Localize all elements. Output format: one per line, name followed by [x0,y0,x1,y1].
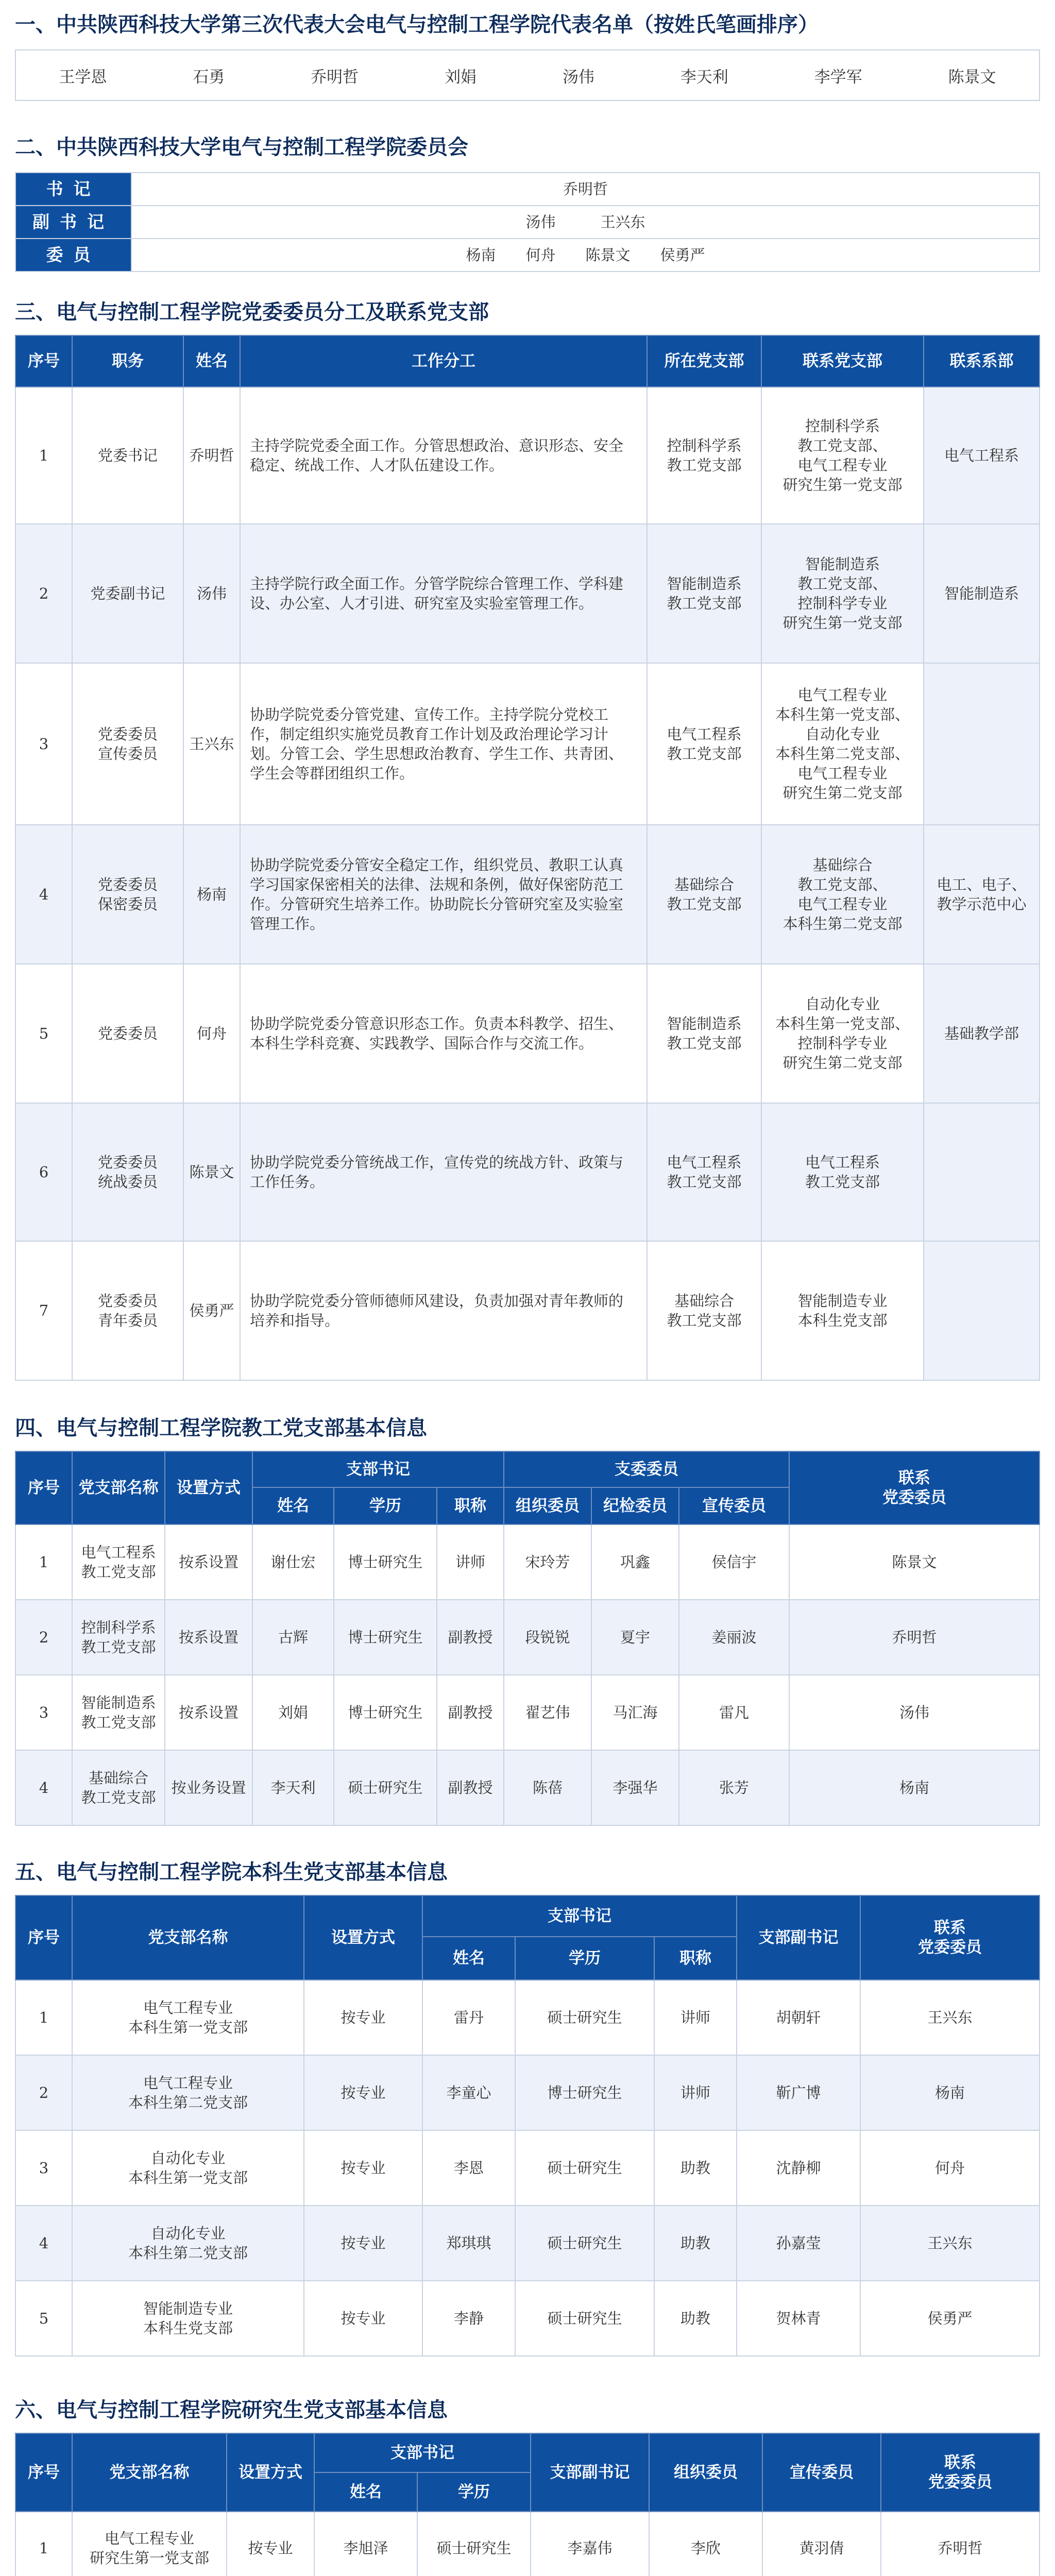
representative-name: 李学军 [814,67,862,87]
own-branch: 控制科学系 教工党支部 [647,387,761,524]
committee-names: 汤伟 王兴东 [131,206,1040,239]
row-no: 1 [15,387,72,524]
faculty-branch-table [15,1451,1040,1826]
representative-name: 石勇 [193,67,225,87]
s6-h-secretary: 支部书记 [314,2433,531,2472]
contact-branch: 智能制造系 教工党支部、 控制科学专业 研究生第一党支部 [761,524,924,663]
division-row [15,1103,1040,1241]
own-branch: 基础综合 教工党支部 [647,825,761,964]
cell-rank: 助教 [654,2281,737,2356]
cell-name: 雷丹 [422,1980,515,2055]
s3-header-cell: 工作分工 [240,335,647,387]
contact-dept: 电气工程系 [924,387,1040,524]
cell-rank: 副教授 [437,1600,504,1675]
cell-prop: 雷凡 [679,1675,789,1750]
cell-disc: 夏宇 [591,1600,679,1675]
contact-dept: 智能制造系 [924,524,1040,663]
cell-edu: 硕士研究生 [515,1980,654,2055]
s5-h-name: 姓名 [422,1937,515,1980]
cell-name: 古辉 [252,1600,334,1675]
cell-edu: 硕士研究生 [334,1750,437,1825]
division-row [15,663,1040,825]
cell-contact: 王兴东 [860,2206,1040,2281]
s6-h-deputy: 支部副书记 [531,2433,649,2512]
committee-row [15,173,1040,206]
s5-h-mode: 设置方式 [304,1895,422,1980]
undergrad-branch-row [15,1980,1040,2055]
committee-role: 委员 [15,239,131,272]
cell-disc: 李强华 [591,1750,679,1825]
cell-edu: 硕士研究生 [515,2281,654,2356]
cell-mode: 按专业 [227,2512,314,2576]
s5-h-no: 序号 [15,1895,72,1980]
cell-prop: 侯信宇 [679,1524,789,1600]
cell-mode: 按业务设置 [165,1750,252,1825]
graduate-branch-table [15,2433,1040,2576]
representative-name: 汤伟 [562,67,594,87]
s5-h-branch: 党支部名称 [72,1895,304,1980]
s6-h-mode: 设置方式 [227,2433,314,2512]
committee-division-table [15,335,1040,1381]
cell-prop: 姜丽波 [679,1600,789,1675]
contact-branch: 自动化专业 本科生第一党支部、 控制科学专业 研究生第二党支部 [761,964,924,1103]
cell-org: 翟艺伟 [504,1675,591,1750]
division-row [15,387,1040,524]
s4-h-edu: 学历 [334,1487,437,1524]
s6-h-contact: 联系 党委委员 [881,2433,1040,2512]
cell-deputy: 孙嘉莹 [737,2206,860,2281]
section-5-title: 五、电气与控制工程学院本科生党支部基本信息 [15,1860,448,1884]
work-duties: 协助学院党委分管意识形态工作。负责本科教学、招生、本科生学科竞赛、实践教学、国际合作与交流工作。 [240,964,647,1103]
own-branch: 基础综合 教工党支部 [647,1241,761,1380]
s4-h-rank: 职称 [437,1487,504,1524]
committee-row [15,206,1040,239]
undergrad-branch-table [15,1895,1040,2357]
cell-edu: 硕士研究生 [417,2512,531,2576]
cell-prop: 张芳 [679,1750,789,1825]
s4-h-name: 姓名 [252,1487,334,1524]
s4-h-no: 序号 [15,1451,72,1524]
s6-h-branch: 党支部名称 [72,2433,227,2512]
s3-header-cell: 联系系部 [924,335,1040,387]
cell-name: 李童心 [422,2055,515,2130]
contact-dept [924,1241,1040,1380]
cell-name: 李静 [422,2281,515,2356]
post: 党委委员 统战委员 [72,1103,183,1241]
cell-branch: 电气工程专业 本科生第一党支部 [72,1980,304,2055]
cell-no: 2 [15,1600,72,1675]
post: 党委书记 [72,387,183,524]
cell-edu: 博士研究生 [334,1675,437,1750]
undergrad-branch-row [15,2130,1040,2206]
cell-rank: 副教授 [437,1750,504,1825]
s6-h-org: 组织委员 [649,2433,762,2512]
cell-contact: 王兴东 [860,1980,1040,2055]
work-duties: 协助学院党委分管党建、宣传工作。主持学院分党校工作，制定组织实施党员教育工作计划及政治理论学习计划。分管工会、学生思想政治教育、学生工作、共青团、学生会等群团组织工作。 [240,663,647,825]
s4-h-committee: 支委委员 [504,1451,789,1487]
undergrad-branch-row [15,2281,1040,2356]
cell-name: 谢仕宏 [252,1524,334,1600]
s4-h-org: 组织委员 [504,1487,591,1524]
s4-h-prop: 宣传委员 [679,1487,789,1524]
cell-edu: 硕士研究生 [515,2206,654,2281]
post: 党委委员 青年委员 [72,1241,183,1380]
cell-no: 1 [15,1524,72,1600]
division-row [15,524,1040,663]
cell-name: 李天利 [252,1750,334,1825]
work-duties: 主持学院党委全面工作。分管思想政治、意识形态、安全稳定、统战工作、人才队伍建设工作。 [240,387,647,524]
cell-branch: 智能制造专业 本科生党支部 [72,2281,304,2356]
row-no: 2 [15,524,72,663]
document [15,0,1040,2576]
cell-deputy: 胡朝轩 [737,1980,860,2055]
s3-header-cell: 姓名 [183,335,240,387]
cell-edu: 博士研究生 [334,1600,437,1675]
s6-h-edu: 学历 [417,2472,531,2512]
person-name: 王兴东 [183,663,240,825]
cell-no: 5 [15,2281,72,2356]
division-row [15,825,1040,964]
representative-name: 李天利 [680,67,728,87]
row-no: 6 [15,1103,72,1241]
row-no: 4 [15,825,72,964]
own-branch: 智能制造系 教工党支部 [647,524,761,663]
cell-rank: 副教授 [437,1675,504,1750]
cell-contact: 侯勇严 [860,2281,1040,2356]
cell-deputy: 靳广博 [737,2055,860,2130]
cell-no: 2 [15,2055,72,2130]
own-branch: 电气工程系 教工党支部 [647,663,761,825]
work-duties: 协助学院党委分管师德师风建设，负责加强对青年教师的培养和指导。 [240,1241,647,1380]
cell-edu: 博士研究生 [515,2055,654,2130]
post: 党委委员 宣传委员 [72,663,183,825]
cell-branch: 电气工程系 教工党支部 [72,1524,165,1600]
contact-dept: 基础教学部 [924,964,1040,1103]
graduate-branch-row [15,2512,1040,2576]
cell-org: 宋玲芳 [504,1524,591,1600]
cell-contact: 杨南 [789,1750,1040,1825]
cell-contact: 陈景文 [789,1524,1040,1600]
cell-rank: 讲师 [654,2055,737,2130]
cell-no: 1 [15,2512,72,2576]
row-no: 5 [15,964,72,1103]
work-duties: 协助学院党委分管安全稳定工作，组织党员、教职工认真学习国家保密相关的法律、法规和条例，做好保密防范工作。分管研究生培养工作。协助院长分管研究室及实验室管理工作。 [240,825,647,964]
cell-branch: 智能制造系 教工党支部 [72,1675,165,1750]
contact-branch: 控制科学系 教工党支部、 电气工程专业 研究生第一党支部 [761,387,924,524]
faculty-branch-row [15,1675,1040,1750]
post: 党委委员 保密委员 [72,825,183,964]
representatives-list [15,49,1040,101]
s5-h-contact: 联系 党委委员 [860,1895,1040,1980]
post: 党委副书记 [72,524,183,663]
cell-mode: 按系设置 [165,1600,252,1675]
cell-name: 李旭泽 [314,2512,417,2576]
cell-mode: 按专业 [304,2055,422,2130]
s6-h-prop: 宣传委员 [762,2433,881,2512]
row-no: 7 [15,1241,72,1380]
own-branch: 电气工程系 教工党支部 [647,1103,761,1241]
post: 党委委员 [72,964,183,1103]
section-2-title: 二、中共陕西科技大学电气与控制工程学院委员会 [15,135,468,159]
cell-rank: 助教 [654,2130,737,2206]
cell-name: 郑琪琪 [422,2206,515,2281]
faculty-branch-row [15,1600,1040,1675]
s5-h-secretary: 支部书记 [422,1895,737,1937]
contact-branch: 电气工程系 教工党支部 [761,1103,924,1241]
person-name: 汤伟 [183,524,240,663]
person-name: 杨南 [183,825,240,964]
cell-branch: 基础综合 教工党支部 [72,1750,165,1825]
s6-h-name: 姓名 [314,2472,417,2512]
cell-org: 陈蓓 [504,1750,591,1825]
committee-names: 乔明哲 [131,173,1040,206]
cell-no: 3 [15,1675,72,1750]
committee-role: 书记 [15,173,131,206]
cell-branch: 自动化专业 本科生第一党支部 [72,2130,304,2206]
committee-names: 杨南 何舟 陈景文 侯勇严 [131,239,1040,272]
cell-mode: 按专业 [304,2206,422,2281]
cell-branch: 电气工程专业 研究生第一党支部 [72,2512,227,2576]
cell-mode: 按系设置 [165,1524,252,1600]
work-duties: 主持学院行政全面工作。分管学院综合管理工作、学科建设、办公室、人才引进、研究室及实验室管理工作。 [240,524,647,663]
person-name: 乔明哲 [183,387,240,524]
s5-h-edu: 学历 [515,1937,654,1980]
faculty-branch-row [15,1524,1040,1600]
committee-row [15,239,1040,272]
cell-deputy: 李嘉伟 [531,2512,649,2576]
division-row [15,1241,1040,1380]
cell-branch: 控制科学系 教工党支部 [72,1600,165,1675]
cell-prop: 黄羽倩 [762,2512,881,2576]
s5-h-deputy: 支部副书记 [737,1895,860,1980]
committee-role: 副书记 [15,206,131,239]
cell-contact: 乔明哲 [789,1600,1040,1675]
representative-name: 刘娟 [445,67,477,87]
cell-no: 3 [15,2130,72,2206]
cell-org: 李欣 [649,2512,762,2576]
cell-contact: 杨南 [860,2055,1040,2130]
s4-h-disc: 纪检委员 [591,1487,679,1524]
work-duties: 协助学院党委分管统战工作，宣传党的统战方针、政策与工作任务。 [240,1103,647,1241]
cell-rank: 助教 [654,2206,737,2281]
contact-dept: 电工、电子、 教学示范中心 [924,825,1040,964]
cell-mode: 按专业 [304,1980,422,2055]
representative-name: 乔明哲 [311,67,359,87]
cell-disc: 马汇海 [591,1675,679,1750]
s3-header-cell: 联系党支部 [761,335,924,387]
cell-no: 4 [15,1750,72,1825]
s4-h-mode: 设置方式 [165,1451,252,1524]
cell-rank: 讲师 [437,1524,504,1600]
cell-contact: 何舟 [860,2130,1040,2206]
s4-h-branch: 党支部名称 [72,1451,165,1524]
person-name: 侯勇严 [183,1241,240,1380]
person-name: 何舟 [183,964,240,1103]
contact-branch: 基础综合 教工党支部、 电气工程专业 本科生第二党支部 [761,825,924,964]
section-4-title: 四、电气与控制工程学院教工党支部基本信息 [15,1416,427,1440]
cell-name: 刘娟 [252,1675,334,1750]
contact-branch: 智能制造专业 本科生党支部 [761,1241,924,1380]
cell-edu: 博士研究生 [334,1524,437,1600]
cell-mode: 按专业 [304,2281,422,2356]
cell-contact: 汤伟 [789,1675,1040,1750]
s3-header-cell: 序号 [15,335,72,387]
committee-table [15,172,1040,272]
cell-edu: 硕士研究生 [515,2130,654,2206]
contact-branch: 电气工程专业 本科生第一党支部、 自动化专业 本科生第二党支部、 电气工程专业 研究生第二党支部 [761,663,924,825]
cell-branch: 电气工程专业 本科生第二党支部 [72,2055,304,2130]
cell-deputy: 贺林青 [737,2281,860,2356]
representative-name: 王学恩 [59,67,107,87]
contact-dept [924,1103,1040,1241]
own-branch: 智能制造系 教工党支部 [647,964,761,1103]
row-no: 3 [15,663,72,825]
cell-name: 李恩 [422,2130,515,2206]
s4-h-contact: 联系 党委委员 [789,1451,1040,1524]
cell-no: 1 [15,1980,72,2055]
cell-contact: 乔明哲 [881,2512,1040,2576]
section-6-title: 六、电气与控制工程学院研究生党支部基本信息 [15,2398,448,2422]
cell-branch: 自动化专业 本科生第二党支部 [72,2206,304,2281]
section-3-title: 三、电气与控制工程学院党委委员分工及联系党支部 [15,300,489,324]
s4-h-secretary: 支部书记 [252,1451,504,1487]
contact-dept [924,663,1040,825]
cell-disc: 巩鑫 [591,1524,679,1600]
undergrad-branch-row [15,2206,1040,2281]
s5-h-rank: 职称 [654,1937,737,1980]
s3-header-cell: 所在党支部 [647,335,761,387]
division-row [15,964,1040,1103]
cell-no: 4 [15,2206,72,2281]
s3-header-cell: 职务 [72,335,183,387]
cell-mode: 按专业 [304,2130,422,2206]
undergrad-branch-row [15,2055,1040,2130]
faculty-branch-row [15,1750,1040,1825]
cell-rank: 讲师 [654,1980,737,2055]
s6-h-no: 序号 [15,2433,72,2512]
representative-name: 陈景文 [948,67,996,87]
section-1-title: 一、中共陕西科技大学第三次代表大会电气与控制工程学院代表名单（按姓氏笔画排序） [15,13,819,37]
cell-org: 段锐锐 [504,1600,591,1675]
cell-mode: 按系设置 [165,1675,252,1750]
cell-deputy: 沈静柳 [737,2130,860,2206]
person-name: 陈景文 [183,1103,240,1241]
